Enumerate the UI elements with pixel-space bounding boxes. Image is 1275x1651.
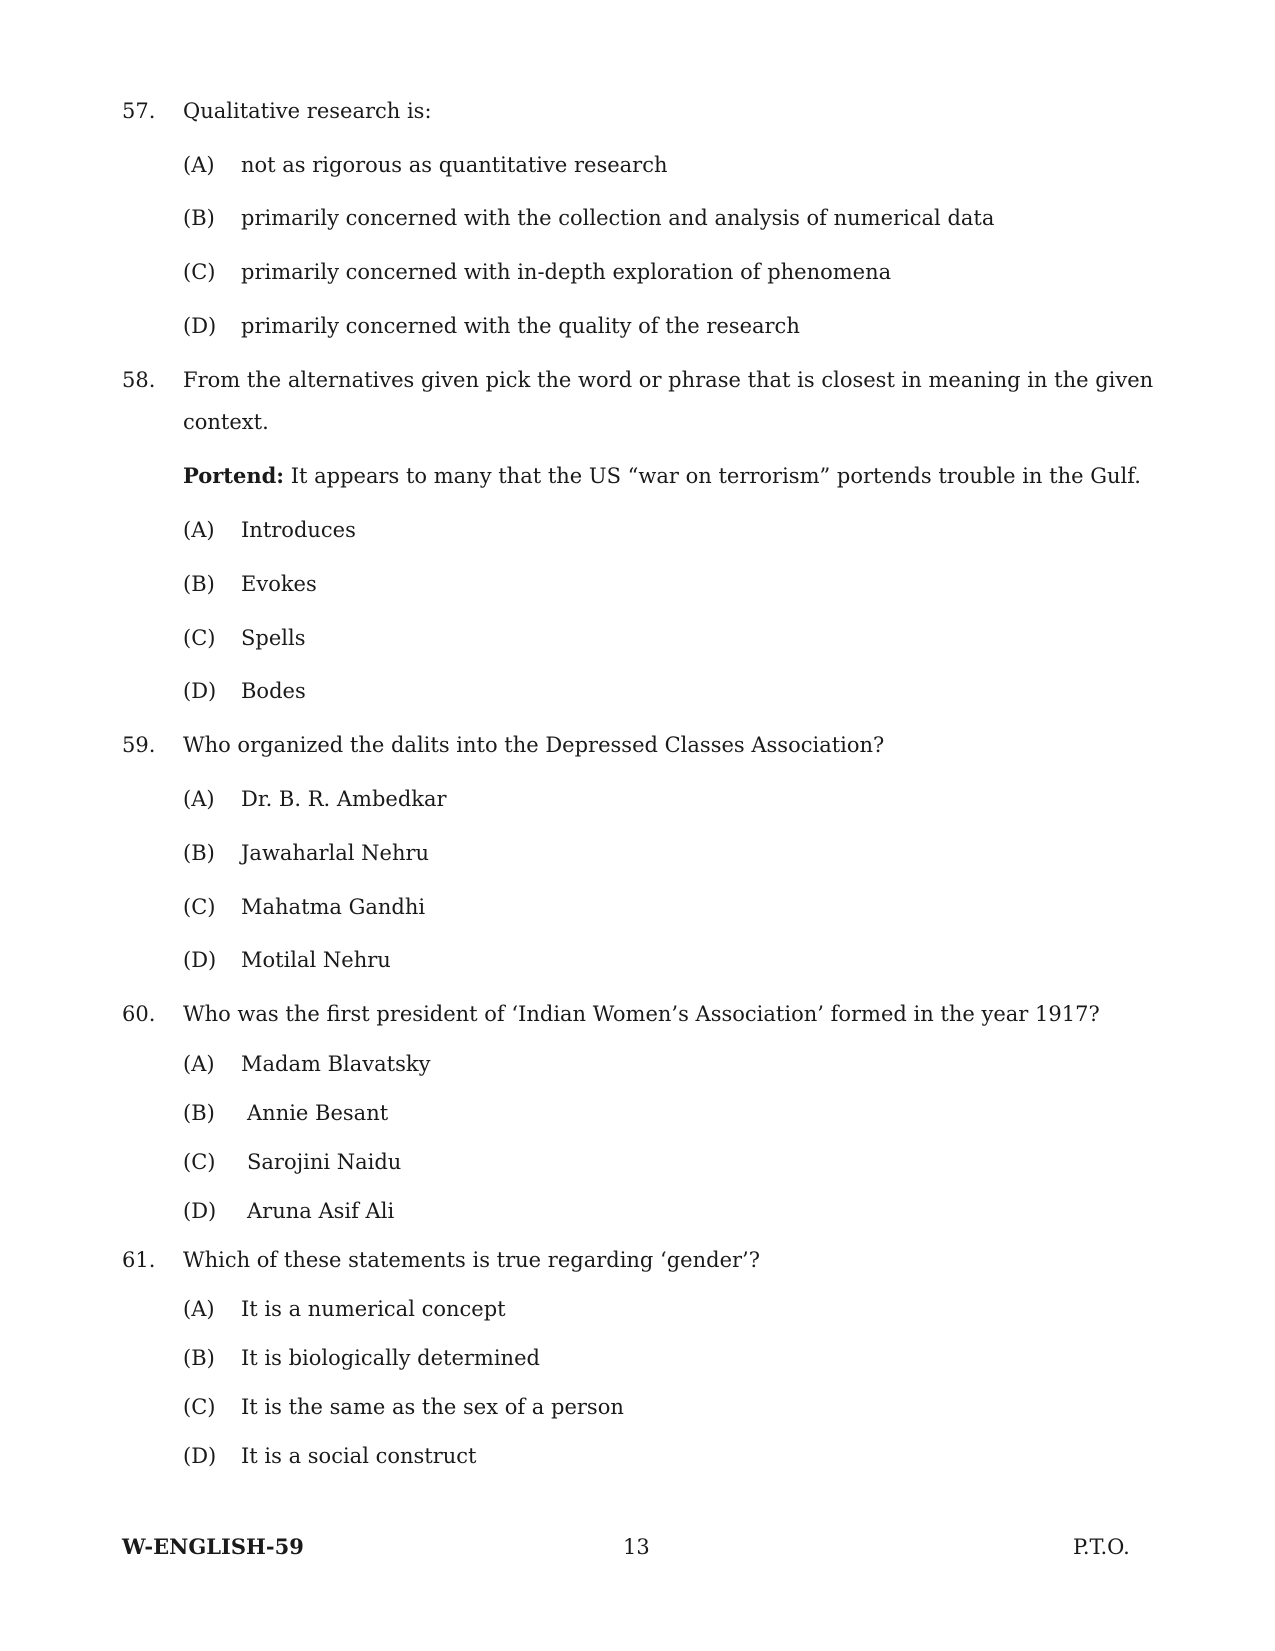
option-label: (D) [183,948,217,972]
question-number: 61. [122,1248,156,1272]
option-text: Aruna Asif Ali [247,1199,395,1223]
option-text: Spells [241,626,306,650]
question-text: Who organized the dalits into the Depressed Classes Association? [183,733,885,757]
question-number: 60. [122,1002,156,1026]
option-label: (D) [183,314,217,338]
option-text: Madam Blavatsky [241,1052,431,1076]
pto-note: P.T.O. [1073,1535,1130,1559]
option-text: Mahatma Gandhi [241,895,426,919]
option-label: (C) [183,260,216,284]
option-label: (A) [183,518,215,542]
prompt-word: Portend: [183,463,285,488]
option-text: not as rigorous as quantitative research [241,153,668,177]
option-label: (B) [183,572,215,596]
question-number: 58. [122,368,156,392]
option-label: (A) [183,787,215,811]
option-text: Bodes [241,679,306,703]
option-text: It is a numerical concept [241,1297,506,1321]
option-text: It is biologically determined [241,1346,540,1370]
option-label: (B) [183,1346,215,1370]
question-text: Qualitative research is: [183,99,432,123]
page-number: 13 [623,1535,650,1559]
option-text: It is the same as the sex of a person [241,1395,624,1419]
prompt-sentence-text: It appears to many that the US “war on terrorism” portends trouble in the Gulf. [284,464,1141,488]
option-label: (D) [183,1199,217,1223]
option-label: (C) [183,1150,216,1174]
option-label: (C) [183,1395,216,1419]
option-label: (B) [183,1101,215,1125]
option-text: Introduces [241,518,356,542]
option-text: Sarojini Naidu [247,1150,402,1174]
paper-code: W-ENGLISH-59 [122,1534,304,1559]
option-label: (C) [183,626,216,650]
option-label: (C) [183,895,216,919]
option-label: (D) [183,1444,217,1468]
option-text: primarily concerned with the collection and analysis of numerical data [241,206,995,230]
option-text: It is a social construct [241,1444,477,1468]
option-text: Motilal Nehru [241,948,391,972]
prompt-sentence [183,462,1141,490]
option-label: (B) [183,841,215,865]
question-number: 59. [122,733,156,757]
option-text: Annie Besant [247,1101,389,1125]
option-text: primarily concerned with the quality of the research [241,314,800,338]
option-text: Evokes [241,572,317,596]
option-text: Jawaharlal Nehru [241,841,430,865]
question-number: 57. [122,99,156,123]
question-text: Which of these statements is true regarding ‘gender’? [183,1248,760,1272]
question-text-line-2: context. [183,410,269,434]
option-label: (A) [183,1052,215,1076]
option-label: (B) [183,206,215,230]
option-label: (D) [183,679,217,703]
option-text: primarily concerned with in-depth exploration of phenomena [241,260,892,284]
option-text: Dr. B. R. Ambedkar [241,787,447,811]
question-text: Who was the first president of ‘Indian Women’s Association’ formed in the year 1917? [183,1002,1100,1026]
question-text-line-1: From the alternatives given pick the word or phrase that is closest in meaning in the given [183,368,1154,392]
option-label: (A) [183,153,215,177]
option-label: (A) [183,1297,215,1321]
